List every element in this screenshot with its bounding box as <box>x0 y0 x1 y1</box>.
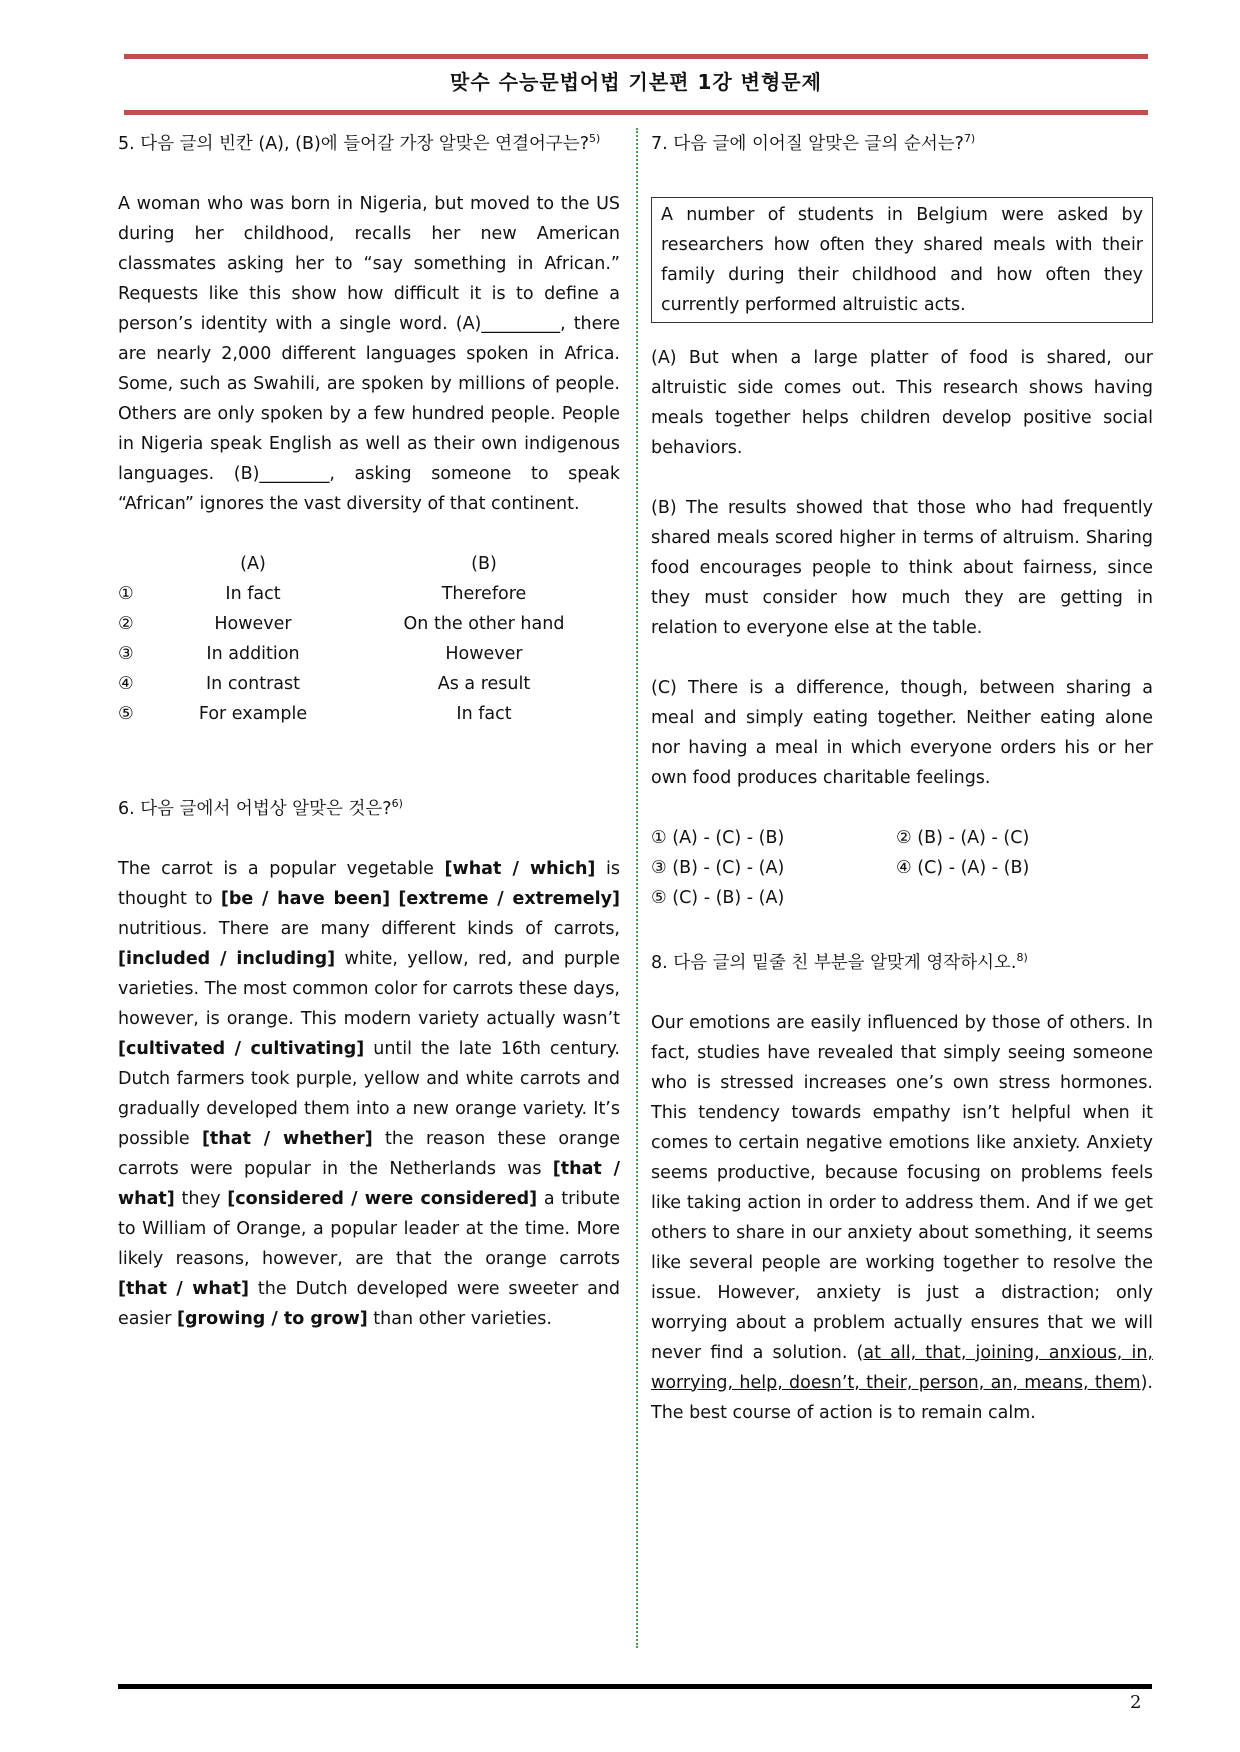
header-top-rule <box>124 54 1148 59</box>
q6-text: the Dutch developed were sweeter and easier <box>118 1278 621 1329</box>
q7-question <box>651 124 1153 159</box>
q7-option[interactable]: ⑤ (C) - (B) - (A) <box>651 887 785 908</box>
q6-text: than other varieties. <box>367 1308 552 1329</box>
q8-question <box>651 943 1153 978</box>
q6-choice: [growing / to grow] <box>177 1308 368 1329</box>
q5-option-a: In fact <box>225 583 281 604</box>
q5-option-number: ③ <box>118 643 134 664</box>
q6-passage <box>118 854 620 1334</box>
q5-option-number: ② <box>118 613 134 634</box>
q6-choice: [cultivated / cultivating] <box>118 1038 365 1059</box>
q8-text-before: Our emotions are easily influenced by those of others. In fact, studies have revealed that simply seeing someone who is stressed increases one’s own stress hormones. This tendency towards empathy isn’t helpful when it comes to certain negative emotions like anxiety. Anxiety seems productive, because focusing on problems feels like taking action in order to address them. And if we get others to share in our anxiety about something, it seems like several people are working together to resolve the issue. However, anxiety is just a distraction; only worrying about a problem actually ensures that we will never find a solution. ( <box>651 1012 1153 1363</box>
q8-passage <box>651 1008 1153 1428</box>
q7-option[interactable]: ② (B) - (A) - (C) <box>896 827 1030 848</box>
q5-option[interactable] <box>118 639 620 669</box>
q5-option[interactable] <box>118 609 620 639</box>
q6-choice: [extreme / extremely] <box>398 888 620 909</box>
q5-option[interactable] <box>118 699 620 729</box>
q5-option-a: However <box>214 613 292 634</box>
q7-given-box: A number of students in Belgium were asked by researchers how often they shared meals with their family during their childhood and how often they currently performed altruistic acts. <box>651 197 1153 323</box>
q5-options-table <box>118 549 620 729</box>
q5-option-a: In contrast <box>206 673 300 694</box>
q6-question-text: 6. 다음 글에서 어법상 알맞은 것은? <box>118 798 392 819</box>
q7-paragraph-b: (B) The results showed that those who had frequently shared meals scored higher in terms of altruism. Sharing food encourages people to think about fairness, since they must consider how much they are getting in relation to everyone else at the table. <box>651 497 1153 638</box>
q5-option-a: In addition <box>206 643 300 664</box>
q5-option-number: ① <box>118 583 134 604</box>
footer-rule <box>118 1684 1152 1689</box>
q5-option-a: For example <box>198 703 308 724</box>
q8-footnote: 8) <box>1016 950 1028 964</box>
q6-text: white, yellow, red, and purple varieties. The most common color for carrots these days, however, is orange. This modern variety actually wasn’t <box>118 948 620 1029</box>
page-title: 맞수 수능문법어법 기본편 1강 변형문제 <box>450 70 822 94</box>
q5-option-b: As a result <box>437 673 531 694</box>
q6-text: nutritious. There are many different kinds of carrots, <box>118 918 620 939</box>
q5-option[interactable] <box>118 579 620 609</box>
left-column <box>118 124 620 1334</box>
q7-paragraph-c: (C) There is a difference, though, between sharing a meal and simply eating together. Neither eating alone nor having a meal in which everyone orders his or her own food produces charitable feelings. <box>651 677 1153 788</box>
q7-footnote: 7) <box>963 132 976 145</box>
q6-footnote: 6) <box>391 796 403 810</box>
q6-text: The carrot is a popular vegetable <box>118 858 445 879</box>
q5-option[interactable] <box>118 669 620 699</box>
q8-text-after: ). The best course of action is to remain calm. <box>651 1372 1153 1423</box>
q7-option[interactable]: ① (A) - (C) - (B) <box>651 827 785 848</box>
q5-option-b: In fact <box>456 703 512 724</box>
page-number: 2 <box>1130 1692 1142 1713</box>
q5-option-b: Therefore <box>441 583 527 604</box>
q5-option-number: ④ <box>118 673 134 694</box>
q5-footnote: 5) <box>589 132 601 145</box>
q6-choice: [be / have been] <box>220 888 391 909</box>
q7-options <box>651 823 1153 913</box>
q5-question-text: 5. 다음 글의 빈칸 (A), (B)에 들어갈 가장 알맞은 연결어구는? <box>118 133 589 154</box>
header-bottom-rule <box>124 110 1148 115</box>
q5-option-b: However <box>445 643 523 664</box>
q6-choice: [considered / were considered] <box>227 1188 538 1209</box>
q8-question-text: 8. 다음 글의 밑줄 친 부분을 알맞게 영작하시오. <box>651 952 1017 973</box>
q8-underlined-words: at all, that, joining, anxious, in, worrying, help, doesn’t, their, person, an, means, them <box>651 1342 1153 1393</box>
right-column <box>651 124 1153 1428</box>
q7-question-text: 7. 다음 글에 이어질 알맞은 글의 순서는? <box>651 133 964 154</box>
q6-text: is thought to <box>118 858 620 909</box>
q6-text: a tribute to William of Orange, a popular leader at the time. More likely reasons, however, are that the orange carrots <box>118 1188 620 1269</box>
q7-paragraph-a: (A) But when a large platter of food is shared, our altruistic side comes out. This research shows having meals together helps children develop positive social behaviors. <box>651 347 1153 458</box>
q6-text: they <box>174 1188 228 1209</box>
q7-option[interactable]: ④ (C) - (A) - (B) <box>896 857 1030 878</box>
q5-col-a-header: (A) <box>240 553 266 574</box>
q5-col-b-header: (B) <box>471 553 497 574</box>
q5-question <box>118 124 620 159</box>
q5-option-b: On the other hand <box>403 613 565 634</box>
column-divider <box>636 128 638 1648</box>
q6-question <box>118 789 620 824</box>
q6-choice: [that / what] <box>118 1278 249 1299</box>
q6-choice: [that / what] <box>118 1158 620 1209</box>
q6-choice: [that / whether] <box>201 1128 373 1149</box>
q6-text: the reason these orange carrots were popular in the Netherlands was <box>118 1128 621 1179</box>
q6-choice: [what / which] <box>444 858 596 879</box>
q5-option-number: ⑤ <box>118 703 134 724</box>
q6-choice: [included / including] <box>118 948 336 969</box>
q5-passage: A woman who was born in Nigeria, but moved to the US during her childhood, recalls her new American classmates asking her to “say something in African.” Requests like this show how difficult it is to define a person’s identity with a single word. (A)_________, there are nearly 2,000 different languages spoken in Africa. Some, such as Swahili, are spoken by millions of people. Others are only spoken by a few hundred people. People in Nigeria speak English as well as their own indigenous languages. (B)________, asking someone to speak “African” ignores the vast diversity of that continent. <box>118 193 620 514</box>
q6-text: until the late 16th century. Dutch farmers took purple, yellow and white carrots and gradually developed them into a new orange variety. It’s possible <box>118 1038 620 1149</box>
q7-option[interactable]: ③ (B) - (C) - (A) <box>651 857 785 878</box>
